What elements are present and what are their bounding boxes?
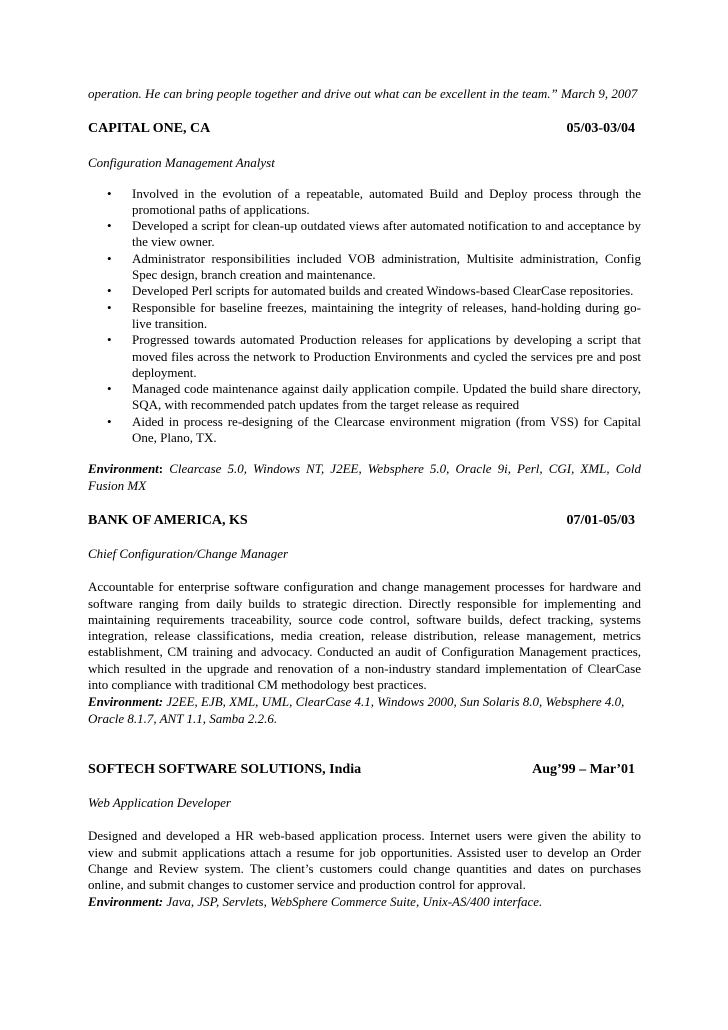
bullet-item: • Responsible for baseline freezes, maintaining the integrity of releases, hand-holding during go-live transition. bbox=[107, 299, 641, 331]
capital-one-role: Configuration Management Analyst bbox=[88, 155, 275, 171]
environment-label: Environment: bbox=[88, 894, 164, 910]
capital-one-dates: 05/03-03/04 bbox=[566, 121, 635, 137]
boa-dates: 07/01-05/03 bbox=[566, 512, 635, 528]
bullet-item: • Developed Perl scripts for automated builds and created Windows-based ClearCase repositories. bbox=[107, 283, 634, 299]
boa-environment bbox=[88, 694, 641, 727]
bullet-icon: • bbox=[107, 299, 112, 315]
capital-one-header bbox=[88, 120, 641, 137]
softech-company: SOFTECH SOFTWARE SOLUTIONS, India bbox=[88, 761, 362, 777]
boa-description: Accountable for enterprise software configuration and change management processes for hardware and software ranging from daily builds to strategic direction. Directly responsible for implementing and maintaining requirements traceability, source code control, software builds, defect tracking, systems integration, release classifications, media creation, release distribution, release management, metrics establishment, CM training and advocacy. Conducted an audit of Configuration Management practices, which resulted in the upgrade and renovation of a non-industry standard implementation of ClearCase into compliance with traditional CM methodology best practices. bbox=[88, 579, 641, 693]
bullet-item: • Developed a script for clean-up outdated views after automated notification to and acceptance by the view owner. bbox=[107, 218, 641, 250]
bullet-item: • Involved in the evolution of a repeatable, automated Build and Deploy process through the promotional paths of applications. bbox=[107, 185, 641, 217]
softech-header bbox=[88, 761, 641, 778]
bullet-item: • Managed code maintenance against daily application compile. Updated the build share directory, SQA, with recommended patch updates from the target release as required bbox=[107, 381, 641, 413]
capital-one-environment: Environment: Clearcase 5.0, Windows NT, J2EE, Websphere 5.0, Oracle 9i, Perl, CGI, XML, Cold Fusion MX bbox=[88, 461, 641, 493]
environment-value: Clearcase 5.0, Windows NT, J2EE, Websphere 5.0, Oracle 9i, Perl, CGI, XML, Cold Fusion MX bbox=[88, 461, 641, 493]
bullet-icon: • bbox=[107, 413, 112, 429]
environment-value: J2EE, EJB, XML, UML, ClearCase 4.1, Windows 2000, Sun Solaris 8.0, Websphere 4.0, Oracle 8.1.7, ANT 1.1, Samba 2.2.6. bbox=[88, 694, 625, 726]
bullet-icon: • bbox=[107, 218, 112, 234]
capital-one-company: CAPITAL ONE, CA bbox=[88, 121, 211, 137]
bullet-icon: • bbox=[107, 185, 112, 201]
intro-quote: operation. He can bring people together and drive out what can be excellent in the team.” March 9, 2007 bbox=[88, 86, 638, 101]
environment-value: Java, JSP, Servlets, WebSphere Commerce Suite, Unix-AS/400 interface. bbox=[166, 894, 543, 910]
boa-header bbox=[88, 512, 641, 529]
bullet-icon: • bbox=[107, 250, 112, 266]
softech-environment bbox=[88, 894, 641, 910]
environment-label: Environment: bbox=[88, 694, 164, 710]
boa-role: Chief Configuration/Change Manager bbox=[88, 545, 289, 561]
resume-content bbox=[88, 86, 641, 911]
softech-dates: Aug’99 – Mar’01 bbox=[532, 761, 635, 777]
environment-label: Environment bbox=[88, 461, 159, 477]
bullet-icon: • bbox=[107, 381, 112, 397]
softech-description: Designed and developed a HR web-based application process. Internet users were given the ability to view and submit applications attach a resume for job opportunities. Assisted user to develop an Order Change and Review system. The client’s customers could change quantities and dates on purchases online, and submit changes to customer service and production control for approval. bbox=[88, 828, 641, 893]
softech-role: Web Application Developer bbox=[88, 794, 231, 810]
bullet-item: • Progressed towards automated Production releases for applications by developing a script that moved files across the network to Production Environments and cycled the services pre and post deployment. bbox=[107, 332, 641, 380]
capital-one-bullets bbox=[88, 186, 641, 447]
bullet-icon: • bbox=[107, 283, 112, 299]
bullet-icon: • bbox=[107, 332, 112, 348]
boa-company: BANK OF AMERICA, KS bbox=[88, 512, 248, 528]
bullet-item: • Administrator responsibilities included VOB administration, Multisite administration, Config Spec design, branch creation and maintenance. bbox=[107, 250, 641, 283]
bullet-item: • Aided in process re-designing of the Clearcase environment migration (from VSS) for Capital One, Plano, TX. bbox=[107, 413, 641, 446]
